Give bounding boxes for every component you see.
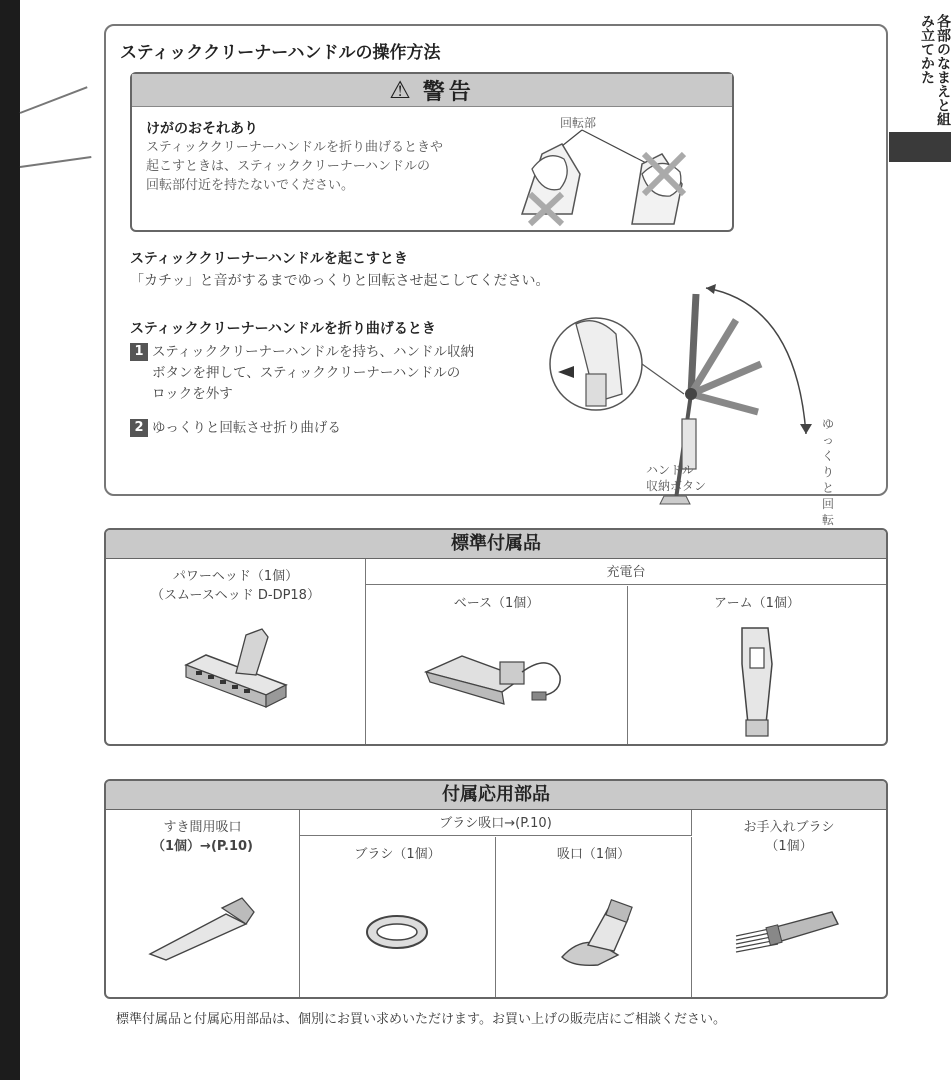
care-brush-cell <box>692 810 886 997</box>
callout-pointer-bottom <box>20 156 92 168</box>
label-line: 回転 <box>822 497 835 527</box>
step-line: スティッククリーナーハンドルを持ち、ハンドル収納 <box>152 344 474 360</box>
brush-attachment-image <box>362 907 432 957</box>
label-line: ゆっくりと <box>822 417 835 495</box>
handle-operation-panel <box>104 24 888 527</box>
manual-page <box>20 0 951 1080</box>
crevice-tool-cell <box>106 810 300 997</box>
step-line: ロックを外す <box>152 386 233 402</box>
fold-step-2 <box>130 418 530 439</box>
callout-pointer-top <box>20 86 88 114</box>
charger-group-cell <box>366 559 886 585</box>
base-cell <box>366 586 628 744</box>
label-line: 収納ボタン <box>646 479 707 493</box>
charger-base-image <box>422 642 572 712</box>
step-number: 1 <box>130 343 148 361</box>
label-line: パワーヘッド（1個） <box>172 569 299 584</box>
optional-parts-table <box>104 779 888 999</box>
nozzle-cell <box>496 837 692 997</box>
rotation-part-label: 回転部 <box>560 116 597 130</box>
warning-line: スティッククリーナーハンドルを折り曲げるときや <box>146 140 444 155</box>
raise-text: 「カチッ」と音がするまでゆっくりと回転させ起こしてください。 <box>130 273 550 289</box>
side-tab-marker <box>889 132 951 162</box>
side-tab-label: 各部のなまえと組み立てかた <box>919 14 951 126</box>
step-line: ゆっくりと回転させ折り曲げる <box>152 420 341 436</box>
warning-illustration <box>502 114 722 224</box>
power-head-cell <box>106 559 366 744</box>
standard-accessories-title: 標準付属品 <box>106 530 886 559</box>
warning-box <box>130 72 734 232</box>
handle-fold-diagram <box>546 284 836 484</box>
optional-parts-title: 付属応用部品 <box>106 781 886 810</box>
warning-subtitle: けがのおそれあり <box>146 121 258 137</box>
power-head-image <box>176 625 306 715</box>
nozzle-attachment-image <box>558 899 638 969</box>
label-line: （1個）→(P.10) <box>152 839 253 854</box>
hand-on-hinge-illustration <box>502 114 722 224</box>
label-line: すき間用吸口 <box>163 820 242 835</box>
brush-cell <box>300 837 496 997</box>
step-line: ボタンを押して、スティッククリーナーハンドルの <box>152 365 461 381</box>
label-line: お手入れブラシ <box>743 820 835 835</box>
fold-illustration <box>546 284 836 527</box>
footnote: 標準付属品と付属応用部品は、個別にお買い求めいただけます。お買い上げの販売店にご相談ください。 <box>116 1012 726 1027</box>
brush-label: ブラシ（1個） <box>354 847 441 862</box>
brush-group-cell <box>300 810 692 836</box>
step-number: 2 <box>130 419 148 437</box>
raise-title: スティッククリーナーハンドルを起こすとき <box>130 251 408 267</box>
handle-section-title: スティッククリーナーハンドルの操作方法 <box>120 43 441 63</box>
standard-accessories-table <box>104 528 888 746</box>
power-head-label <box>106 567 365 605</box>
charger-arm-image <box>732 624 782 744</box>
warning-line: 起こすときは、スティッククリーナーハンドルの <box>146 159 431 174</box>
warning-triangle-icon: ⚠ <box>389 76 415 104</box>
nozzle-label: 吸口（1個） <box>556 847 631 862</box>
warning-line: 回転部付近を持たないでください。 <box>146 178 355 193</box>
label-line: （スムースヘッド D-DP18） <box>151 588 320 603</box>
label-line: （1個） <box>765 839 813 854</box>
fold-step-1 <box>130 342 530 405</box>
warning-header <box>132 74 732 107</box>
crevice-tool-label <box>106 818 299 856</box>
fold-title: スティッククリーナーハンドルを折り曲げるとき <box>130 321 436 337</box>
base-label: ベース（1個） <box>453 596 540 611</box>
warning-heading: 警告 <box>422 79 475 105</box>
warning-text <box>146 138 506 195</box>
brush-group-label: ブラシ吸口→(P.10) <box>439 816 552 831</box>
charger-group-label: 充電台 <box>606 565 646 580</box>
crevice-tool-image <box>146 894 256 964</box>
care-brush-label <box>692 818 886 856</box>
label-line: ハンドル <box>646 463 695 477</box>
care-brush-image <box>732 900 842 960</box>
arm-label: アーム（1個） <box>714 596 800 611</box>
handle-button-label <box>646 462 706 494</box>
arm-cell <box>628 586 886 744</box>
